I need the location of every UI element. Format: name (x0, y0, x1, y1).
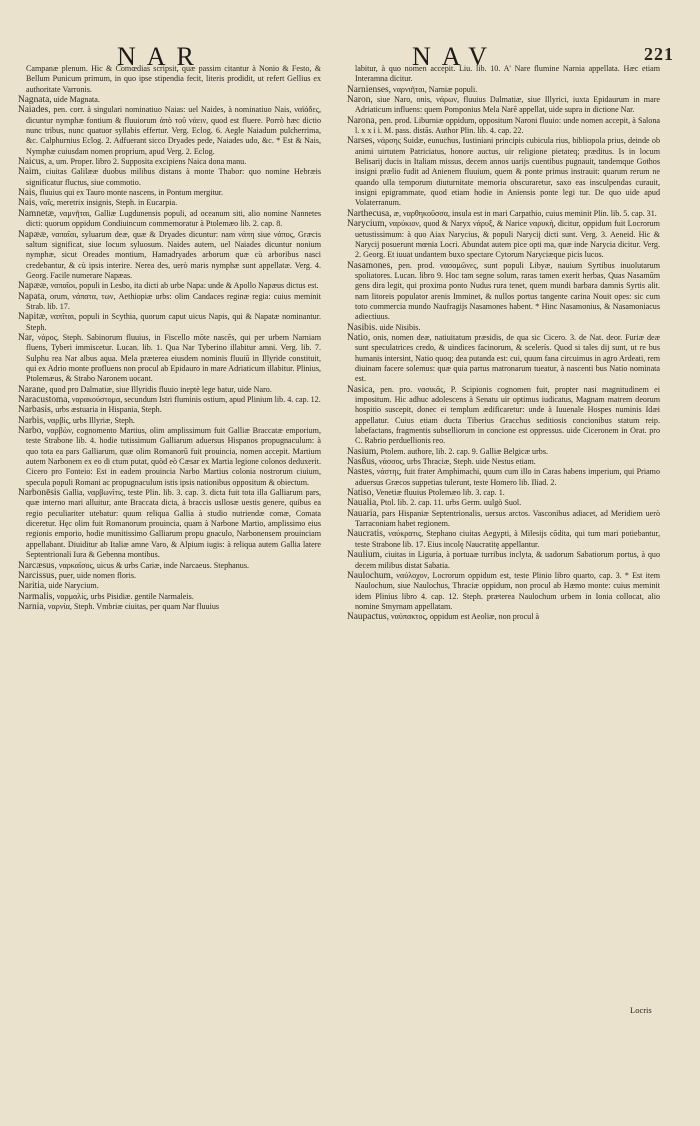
entry-text: pen. pro. νασικᾶς, P. Scipionis cognomen fuit, propter nasi magnitudinem ei impositum. Hic adhuc adolescens à Senatu uir optimus iudicatus, Magnam matrem deorum hospitio suscepit, donec ei templum ædificaretur: unde à Iuuenale Hospes numinis Idæi appellatur. Cuius etiam ducta Tiberius Gracchus seditiosis concionibus statum reip. labefactans, fragmentis subselliorum in concione est oppressus. uide Ciceronem in Orat. pro C. Rabrio perduellionis reo. (355, 384, 660, 446)
entry-text: pen. corr. à singulari nominatiuo Naias: uel Naides, à nominatiuo Nais, ναϊάδες, dicuntur nymphæ fontium & fluuiorum ἀπὸ τοῦ νάειν, quod est fluere. Porrò hæc dictio nunc tribus, nunc quatuor syllabis effertur. Verg. Eclog. 6. Aegle Naiadum pulcherrima, &c. Calphurnius Eclog. 2. Adfuerant sicco Dryades pede, Naiades udo, &c. * Est & Nais, Nymphæ cuiusdam nomen proprium, apud Verg. 2. Eclog. (26, 105, 321, 156)
dictionary-entry (347, 385, 660, 447)
entry-text: labitur, à quo nomen accepit. Liu. lib. 10. A' Nare flumine Narnia appellata. Hæc etiam Interamna dicitur. (355, 64, 660, 84)
entry-text: ναρκαῖσος, uicus & urbs Cariæ, inde Narcaeus. Stephanus. (58, 560, 250, 570)
entry-headword: Narcissus, (18, 570, 57, 581)
entry-text: ναρνία, Steph. Vmbriæ ciuitas, per quam Nar fluuius (47, 601, 220, 611)
dictionary-entry (347, 136, 660, 208)
entry-headword: Narnienses, (347, 84, 391, 95)
entry-text: ναύπακτος, oppidum est Aeoliæ, non procul à (390, 612, 540, 622)
entry-headword: Naim, (18, 167, 42, 178)
dictionary-entry (347, 447, 660, 457)
entry-headword: Naucratis, (347, 529, 386, 540)
entry-headword: Nasium, (347, 446, 379, 457)
entry-text: æ, ναρθηκοῦσσα, insula est in mari Carpathio, cuius meminit Plin. lib. 5. cap. 31. (393, 208, 657, 218)
dictionary-entry (18, 188, 321, 198)
dictionary-entry (347, 571, 660, 612)
entry-text: orum, νάπατα, των, Aethiopiæ urbs: olim Candaces reginæ regia: cuius meminit Strab. lib. 17. (26, 291, 321, 311)
dictionary-entry (18, 95, 321, 105)
entry-headword: Naulium, (347, 550, 383, 561)
dictionary-entry (347, 64, 660, 85)
entry-text: ναύκρατις, Stephano ciuitas Aegypti, à Milesijs cōdita, qui tum mari potiebantur, teste Strabone lib. 17. Eius incolę Naucratitę appellantur. (355, 529, 660, 549)
dictionary-entry (18, 561, 321, 571)
dictionary-entry (18, 416, 321, 426)
entry-text: urbs æstuaria in Hispania, Steph. (55, 405, 162, 415)
entry-headword: Naiades, (18, 105, 51, 116)
dictionary-entry (18, 571, 321, 581)
dictionary-entry (347, 457, 660, 467)
entry-headword: Nagnata, (18, 95, 52, 106)
dictionary-entry (347, 612, 660, 622)
entry-text: fluuius qui ex Tauro monte nascens, in Pontum mergitur. (39, 188, 224, 198)
entry-headword: Narnia, (18, 601, 46, 612)
entry-headword: Naracustoma, (18, 395, 70, 405)
entry-text: ναπαῖαι, syluarum deæ, quæ & Dryades dicuntur: nam νάπη siue νάπος, Græcis saltum significat, siue locum syluosum. Naides autem, uel Naiades dicuntur nonium nymphæ, sicut Oreades montium, Hamadryades arborum quæ cù arboribus nasci credebantur, & cù ipsis interire. Nerea des, uerò maris nymphæ sunt appellatæ. Verg. 4. Georg. Facile numerare Napæas. (26, 229, 321, 280)
entry-headword: Naicus, (18, 157, 47, 168)
dictionary-entry (18, 167, 321, 188)
dictionary-entry (18, 602, 321, 612)
entry-text: ναμνῆται, Galliæ Lugdunensis populi, ad oceanum siti, alio nomine Nannetes dicti: quorum oppidum Condiuincum commemoratur à Ptolemæo lib. 2. cap. 8. (26, 208, 321, 229)
dictionary-entry (18, 333, 321, 385)
dictionary-entry (347, 467, 660, 488)
entry-text: uide Nisibis. (379, 322, 421, 332)
entry-text: ciuitas in Liguria, à portuaæ turribus inclyta, & uadorum Sabatiorum portus, à quo decem milibus distat Sabatia. (355, 550, 660, 570)
entry-text: Venetiæ fluuius Ptolemæo lib. 3. cap. 1. (375, 488, 505, 498)
dictionary-entry (18, 105, 321, 157)
entry-text: uide Magnata. (53, 95, 100, 105)
dictionary-entry (347, 95, 660, 116)
entry-text: νάρσης Suidæ, eunuchus, Iustiniani principis cubicula rius, bibliopola prius, deinde ob animi uirtutem Patriciatus, honore auctus, uir religione pietateq; præditus. Is in locum Belisarij ducis in Italiam missus, decem annos uarijs cuentibus pugnauit, tandemque Gothos insigni prælio fudit ad Anienem fluuium, quem & ponte primus instrauit: quarum rerum ne quando ulla temporum diuturnitate memoria obscuraretur, saxo eas insculpendas curauit, insigni epigrammate, quod etiam hodie in Aniensis ponte legi tur. De quo uide apud Volaterranum. (355, 136, 660, 208)
entry-text: ναρβὼν, cognomento Martius, olim amplissimum fuit Galliæ Braccatæ emporium, teste Strabone lib. 4. hodie tutissimum Galliarum aduersus Hispanos propugnaculum: à quo tota ea pars Galliarum, quæ olim Romanorū fuit prouincia, nomen accepit. Martium autem Narbonem ex eo di ctum putat, quòd eò Cæsar ex Martia legione colonos deduxerit. Cicero pro Fonteio: Est in eadem prouincia Narbo Martius colonia nostrorum ciuium, specula populi Romani ac propugnaculum istis ipsis nationibus oppositum & obiectum. (26, 426, 321, 487)
entry-headword: Nasamones, (347, 260, 393, 271)
entry-text: Ptolem. authore, lib. 2. cap. 9. Galliæ Belgicæ urbs. (380, 446, 549, 456)
dictionary-entry (18, 405, 321, 415)
dictionary-entry (347, 219, 660, 260)
dictionary-entry (18, 592, 321, 602)
dictionary-entry (347, 323, 660, 333)
entry-text: ναρμαλίς, urbs Pisidiæ. gentile Narmaleis. (56, 591, 194, 601)
entry-text: ναύλοχον, Locrorum oppidum est, teste Plinio libro quarto, cap. 3. * Est item Naulochum, siue Naulochus, Thraciæ oppidum, non procul ab Hæmo monte: cuius meminit idem Plinius libro 4. cap. 12. Steph. præterea Naulochum urbem in Ionia collocat, alio nomine Smyrnam appellatam. (355, 570, 660, 611)
entry-text: ναρνιῆται, Narniæ populi. (393, 84, 478, 94)
entry-headword: Narycium, (347, 219, 387, 230)
dictionary-entry (18, 488, 321, 560)
entry-headword: Naron, (347, 95, 373, 106)
dictionary-entry (347, 498, 660, 508)
dictionary-entry (18, 230, 321, 282)
entry-headword: Nais, (18, 188, 38, 199)
dictionary-entry (347, 116, 660, 137)
entry-headword: Nais, (18, 198, 38, 209)
entry-headword: Narbonēsis (18, 488, 61, 499)
entry-headword: Naritia, (18, 581, 47, 592)
entry-headword: Nar, (18, 332, 35, 343)
dictionary-entry (347, 209, 660, 219)
entry-text: a, um. Proper. libro 2. Supposita excipiens Naica dona manu. (48, 157, 247, 167)
entry-text: pen. prod. Liburniæ oppidum, oppositum Naroni fluuio: unde nomen accepit, à Salona l. x x i i. M. pass. distās. Author Plin. lib. 4. cap. 22. (355, 115, 660, 136)
page-number: 221 (644, 44, 674, 64)
dictionary-entry (18, 385, 321, 395)
dictionary-entry (18, 209, 321, 230)
entry-headword: Natiso, (347, 488, 374, 499)
dictionary-entry (347, 261, 660, 323)
entry-headword: Narthecusa, (347, 208, 392, 219)
entry-text: ναρακούστομα, secundum Istri fluminis ostium, apud Plinium lib. 4. cap. 12. (71, 395, 321, 404)
entry-headword: Nauaria, (347, 508, 380, 519)
entry-headword: Narbasis, (18, 405, 54, 416)
entry-headword: Narona, (347, 115, 377, 126)
entry-headword: Narbo, (18, 426, 44, 437)
dictionary-entry (18, 395, 321, 405)
dictionary-entry (347, 509, 660, 530)
running-head-left: NAR (117, 42, 205, 71)
entry-headword: Natio, (347, 332, 371, 343)
entry-headword: Naupactus, (347, 612, 389, 623)
entry-headword: Narcæsus, (18, 560, 57, 571)
dictionary-entry (18, 292, 321, 313)
entry-text: νάστης, fuit frater Amphimachi, quum cum illo in Caras habens imperium, qui Priamo aduersus Græcos suppetias tulerunt, teste Homero lib. Iliad. 2. (355, 467, 661, 487)
entry-headword: Napitæ, (18, 312, 48, 323)
entry-headword: Naualia, (347, 498, 379, 509)
entry-headword: Namnetæ, (18, 208, 57, 219)
left-column (18, 64, 321, 612)
entry-text: siue Naro, onis, νάρων, fluuius Dalmatiæ, siue Illyrici, iuxta Epidaurum in mare Adriaticum influens: quem Pomponius Mela Narē appellat, uide supra in dictione Nar. (355, 95, 660, 115)
entry-headword: Napææ, (18, 281, 49, 292)
entry-headword: Nasßus, (347, 457, 377, 468)
entry-headword: Nastes, (347, 467, 375, 478)
running-head-right: NAV (412, 42, 498, 71)
entry-text: ναΐς, meretrix insignis, Steph. in Eucarpia. (39, 198, 178, 208)
dictionary-entry (347, 85, 660, 95)
entry-text: pars Hispaniæ Septentrionalis, uersus arctos. Vasconibus adiacet, ad Meridiem uerò Tarraconiam habet regionem. (355, 508, 660, 529)
entry-headword: Narmalis, (18, 591, 55, 602)
entry-headword: Narbis, (18, 415, 46, 426)
entry-headword: Naulochum, (347, 570, 394, 581)
entry-text: Campanæ plenum. Hic & Comœdias scripsit, quæ passim citantur à Nonio & Festo, & Bellum Punicum primum, in quo ipse stipendia fecit, literis prodidit, ut refert Gellius ex authoritate Varronis. (26, 64, 321, 94)
dictionary-entry (18, 281, 321, 291)
entry-text: puer, uide nomen floris. (58, 570, 137, 580)
entry-text: uide Narycium. (48, 581, 99, 591)
entry-text: pen. prod. νασαμῶνες, sunt populi Libyæ, nauium Syrtibus inuolutarum spoliatores. Lucan. libro 9. Hoc tam segne solum, raras tamen exerit herbas, Quas Nasamūm gens dira legit, qui proxima ponto Nudus rura tenet, quem mundi barbara damnis Syrtis alit. nam litoreis populator arenis Imminet, & nullos portus tangente carina Nouit opes: sic cum toto commercia mundo Naufragijs Nasamones habent. * Hinc Nasamonius, & Nasamoniacus adiectiuus. (355, 260, 660, 322)
entry-headword: Napata, (18, 291, 47, 302)
entry-text: ciuitas Galilææ duobus milibus distans à monte Thabor: quo nomine Hebræis significatur fluctus, siue commotio. (26, 167, 322, 187)
entry-text: onis, nomen deæ, natiuitatum præsidis, de qua sic Cicero. 3. de Nat. deor. Furiæ deæ sunt speculatrices credo, & uindices facinorum, & scelerís. Quod si tales dij sunt, ut re bus humanis intersint, Natio quoq; dea putanda est: cui, quum fana circuimus in agro Ardeati, rem diuinam facere solemus: quæ quia partus matronarum tueatur, à nascenti bus Natio nominata est. (355, 332, 660, 384)
entry-headword: Nasica, (347, 384, 375, 395)
entry-text: Gallia, ναρβωνῖτις, teste Plin. lib. 3. cap. 3. dicta fuit tota illa Galliarum pars, quæ interno mari alluitur, ante Braccata dicta, à braccis usllosæ uestis genere, quibus ea regio peculiariter utebatur: quum reliqua Gallia à studio nutriendæ comæ, Comata diceretur. Hęc olim fuit Romanorum prouincia, quam à Narbone Martio, amplissimo eius regionis emporio, hodie munitissimo Galliarum propu gnaculo, Narbonensem prouinciam appellabant. Diuiditur ab Italiæ amne Varo, & Alpium iugis: à reliqua autem Gallia latere Septentrionali Iura & Gebenna montibus. (26, 488, 321, 560)
catchword: Locris (630, 1005, 652, 1015)
dictionary-entry (347, 333, 660, 385)
entry-text: ναπαῖοι, populi in Lesbo, ita dicti ab urbe Napa: unde & Apollo Napæus dictus est. (50, 281, 319, 291)
entry-headword: Narane, (18, 384, 48, 395)
dictionary-entry (18, 581, 321, 591)
dictionary-entry (347, 488, 660, 498)
entry-text: ναρβίς, urbs Illyriæ, Steph. (47, 415, 135, 425)
dictionary-entry (347, 529, 660, 550)
dictionary-entry (18, 426, 321, 488)
dictionary-entry (18, 157, 321, 167)
dictionary-entry (18, 312, 321, 333)
entry-text: quod pro Dalmatiæ, siue Illyridis fluuio ineptè lege batur, uide Naro. (49, 384, 272, 394)
dictionary-entry (347, 550, 660, 571)
dictionary-entry (18, 198, 321, 208)
entry-headword: Nasibis. (347, 322, 378, 333)
entry-text: νάσσος, urbs Thraciæ, Steph. uide Nestus etiam. (378, 457, 536, 467)
right-column (347, 64, 660, 623)
entry-text: νάρος, Steph. Sabinorum fluuius, in Fiscello mōte nascēs, qui per urbem Narniam fluens, Tyberi immiscetur. Lucan. lib. 1. Qua Nar Tyberino illabitur amni. Verg. lib. 7. Sulphu rea Nar albus aqua. Mela præterea eiusdem nominis fluuiū in Illyride constituit, qui ex Adrio monte profluens non procul ab Epidauro in mare Adriaticum illabitur. Plinius, Ptolemæus, & Strabo Naronem uocant. (26, 332, 321, 384)
dictionary-entry (18, 64, 321, 95)
entry-text: ναρύκιον, quod & Naryx νάρυξ, & Narice ναρυκή, dicitur, oppidum fuit Locrorum uetustissimum: à quo Aiax Narycius, & populi Narycij dicti sunt. Verg. 3. Aeneid. Hic & Narycij posuerunt mœnia Locri. Abundat autem pice opti ma, quæ inde Narycia dicitur. Verg. 2. Georg. Et iuuat undantem buxo spectare Cytorum Naryciæque picis lucos. (355, 219, 660, 260)
entry-headword: Narses, (347, 136, 375, 147)
entry-text: Ptol. lib. 2. cap. 11. urbs Germ. uulgò Suol. (380, 498, 522, 508)
entry-text: ναπῖται, populi in Scythia, quorum caput uicus Napis, qui & Napatæ nominantur. Steph. (26, 312, 321, 332)
entry-headword: Napææ, (18, 229, 49, 240)
